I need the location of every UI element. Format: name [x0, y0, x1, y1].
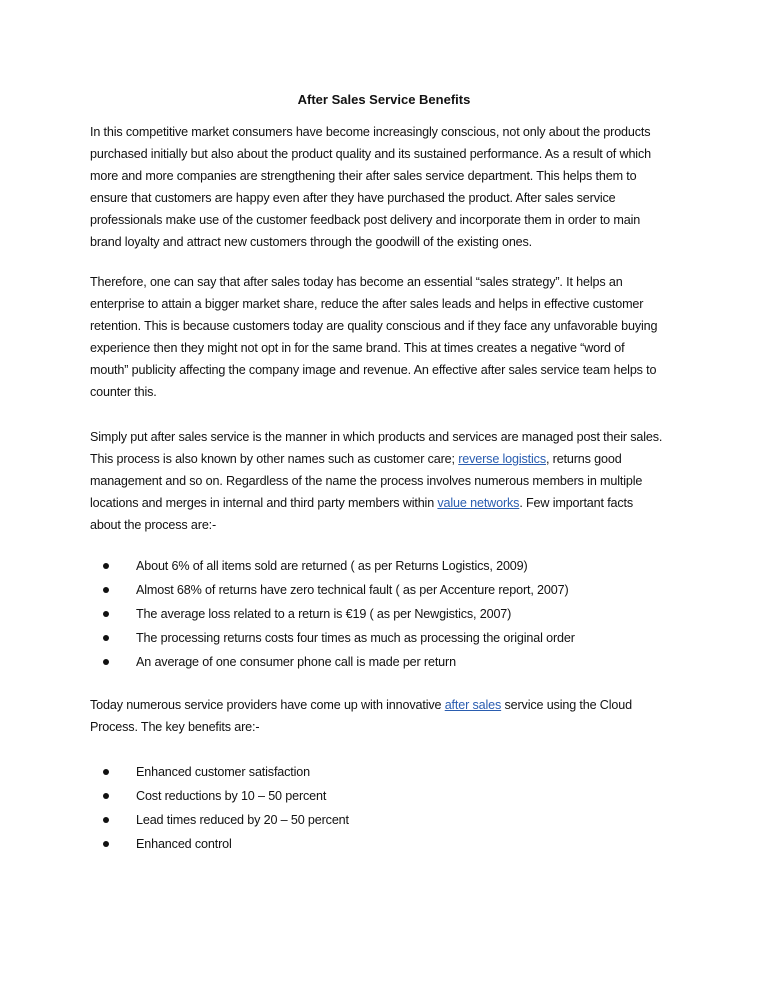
text-line: [90, 271, 657, 293]
list-item: [136, 808, 349, 832]
text-segment: mouth” publicity affecting the company image and revenue. An effective after sales service team helps to: [90, 363, 657, 377]
text-line: [90, 492, 662, 514]
list-item-text: An average of one consumer phone call is made per return: [136, 655, 456, 669]
document-title: After Sales Service Benefits: [297, 92, 471, 107]
text-segment: . Few important facts: [519, 496, 634, 510]
text-segment: management and so on. Regardless of the name the process involves numerous members in multiple: [90, 474, 643, 488]
text-segment: Simply put after sales service is the manner in which products and services are managed post their sales.: [90, 430, 663, 444]
text-segment: more and more companies are strengthening their after sales service department. This helps them to: [90, 169, 637, 183]
paragraph-cloud: [90, 694, 632, 738]
text-line: [90, 337, 657, 359]
hyperlink[interactable]: reverse logistics: [458, 452, 546, 466]
text-segment: This process is also known by other names such as customer care;: [90, 452, 459, 466]
text-line: [90, 381, 657, 403]
text-line: [90, 121, 651, 143]
text-segment: enterprise to attain a bigger market share, reduce the after sales leads and helps in effective customer: [90, 297, 644, 311]
list-item-text: About 6% of all items sold are returned ( as per Returns Logistics, 2009): [136, 559, 528, 573]
bullet-icon: [103, 841, 109, 847]
list-item-text: The processing returns costs four times as much as processing the original order: [136, 631, 575, 645]
text-line: [90, 359, 657, 381]
text-segment: Today numerous service providers have come up with innovative: [90, 698, 445, 712]
list-item: [136, 626, 575, 650]
text-segment: , returns good: [545, 452, 622, 466]
list-item-text: Cost reductions by 10 – 50 percent: [136, 789, 327, 803]
text-segment: counter this.: [90, 385, 157, 399]
list-item-text: Almost 68% of returns have zero technical fault ( as per Accenture report, 2007): [136, 583, 569, 597]
paragraph-intro: [90, 121, 651, 253]
list-item-text: Enhanced control: [136, 837, 232, 851]
bullet-icon: [103, 587, 109, 593]
text-line: [90, 716, 632, 738]
text-line: [90, 231, 651, 253]
paragraph-process: [90, 426, 662, 536]
text-line: [90, 315, 657, 337]
list-item-text: The average loss related to a return is €19 ( as per Newgistics, 2007): [136, 607, 512, 621]
text-segment: purchased initially but also about the product quality and its sustained performance. As a result of which: [90, 147, 651, 161]
text-line: [90, 143, 651, 165]
bullet-icon: [103, 793, 109, 799]
list-item: [136, 602, 511, 626]
text-segment: ensure that customers are happy even after they have purchased the product. After sales service: [90, 191, 616, 205]
text-line: [90, 448, 662, 470]
text-line: [90, 694, 632, 716]
text-line: [90, 187, 651, 209]
text-segment: brand loyalty and attract new customers through the goodwill of the existing ones.: [90, 235, 533, 249]
text-segment: In this competitive market consumers have become increasingly conscious, not only about the products: [90, 125, 651, 139]
paragraph-strategy: [90, 271, 657, 403]
list-item: [136, 832, 232, 856]
hyperlink[interactable]: after sales: [444, 698, 502, 712]
list-item: [136, 784, 326, 808]
hyperlink[interactable]: value networks: [437, 496, 520, 510]
list-item: [136, 760, 310, 784]
list-item: [136, 554, 528, 578]
text-segment: about the process are:-: [90, 518, 217, 532]
list-item: [136, 650, 456, 674]
text-line: [90, 293, 657, 315]
bullet-icon: [103, 817, 109, 823]
text-segment: Process. The key benefits are:-: [90, 720, 260, 734]
text-segment: Therefore, one can say that after sales today has become an essential “sales strategy”. It helps an: [90, 275, 623, 289]
text-line: [90, 514, 662, 536]
text-line: [90, 165, 651, 187]
text-segment: locations and merges in internal and third party members within: [90, 496, 438, 510]
list-item-text: Lead times reduced by 20 – 50 percent: [136, 813, 349, 827]
bullet-icon: [103, 635, 109, 641]
text-line: [90, 426, 662, 448]
text-segment: professionals make use of the customer feedback post delivery and incorporate them in order to main: [90, 213, 641, 227]
bullet-icon: [103, 769, 109, 775]
text-segment: service using the Cloud: [501, 698, 632, 712]
text-line: [90, 209, 651, 231]
bullet-icon: [103, 563, 109, 569]
bullet-icon: [103, 659, 109, 665]
text-segment: retention. This is because customers today are quality conscious and if they face any unfavorable buying: [90, 319, 658, 333]
list-item-text: Enhanced customer satisfaction: [136, 765, 311, 779]
text-segment: experience then they might not opt in for the same brand. This at times creates a negative “word of: [90, 341, 625, 355]
text-line: [90, 470, 662, 492]
list-item: [136, 578, 569, 602]
bullet-icon: [103, 611, 109, 617]
